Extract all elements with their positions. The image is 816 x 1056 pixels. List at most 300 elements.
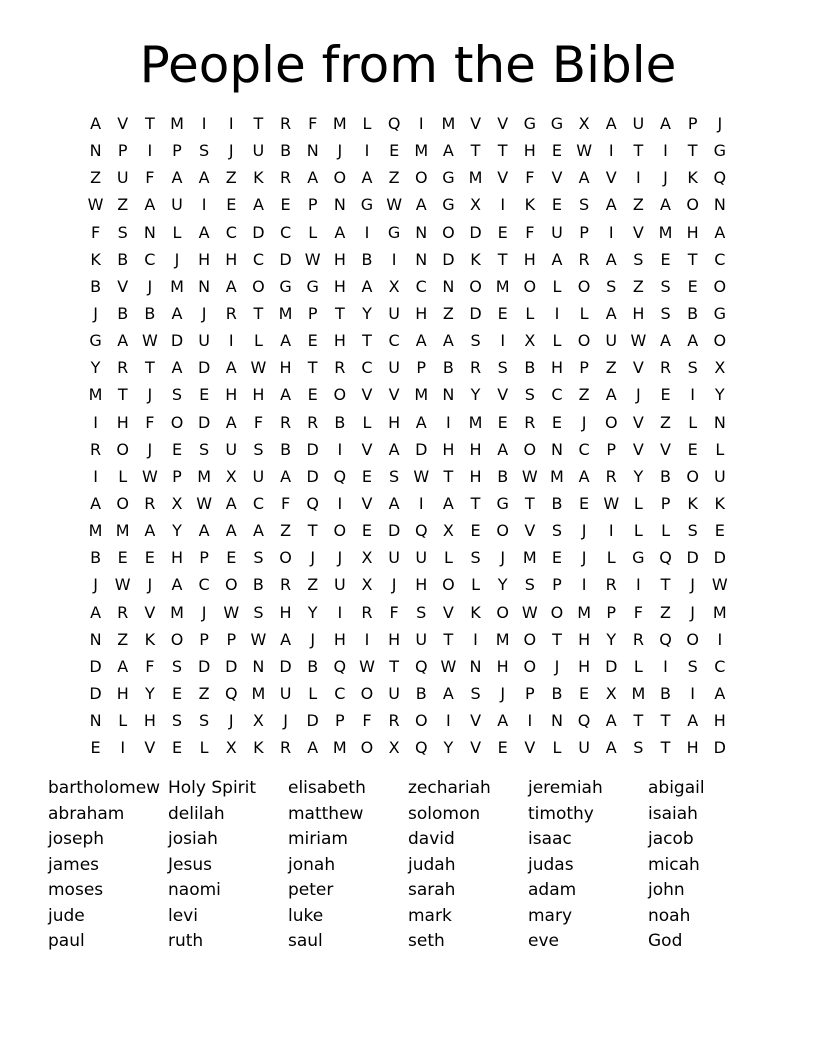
grid-letter: C — [578, 439, 590, 459]
grid-letter: I — [364, 629, 370, 649]
grid-letter: T — [144, 358, 155, 378]
grid-letter: O — [713, 276, 727, 296]
grid-letter: Z — [632, 195, 644, 215]
grid-letter: T — [443, 466, 454, 486]
grid-letter: J — [310, 548, 316, 568]
word-list-item: moses — [48, 880, 104, 900]
grid-letter: L — [172, 222, 182, 242]
grid-letter: N — [550, 439, 563, 459]
grid-letter: X — [578, 114, 590, 134]
grid-letter: E — [551, 141, 563, 161]
grid-letter: A — [388, 494, 400, 514]
grid-letter: H — [523, 249, 536, 269]
grid-letter: D — [469, 222, 482, 242]
grid-letter: C — [144, 249, 156, 269]
grid-letter: W — [304, 249, 321, 269]
grid-letter: V — [388, 385, 400, 405]
grid-letter: H — [388, 412, 401, 432]
grid-letter: O — [414, 168, 428, 188]
word-list-item: mary — [528, 905, 573, 926]
word-list-item: ruth — [168, 931, 204, 951]
grid-letter: S — [171, 385, 183, 405]
grid-letter: M — [495, 276, 510, 296]
grid-letter: U — [388, 304, 400, 324]
grid-letter: I — [500, 195, 506, 215]
grid-letter: T — [633, 141, 644, 161]
grid-letter: T — [307, 358, 318, 378]
grid-letter: O — [523, 656, 537, 676]
grid-letter: L — [579, 304, 589, 324]
grid-letter: I — [690, 385, 696, 405]
grid-letter: A — [171, 575, 183, 595]
grid-letter: L — [606, 548, 616, 568]
grid-letter: C — [252, 249, 264, 269]
grid-letter: E — [361, 521, 373, 541]
grid-letter: Y — [633, 466, 644, 486]
grid-letter: U — [333, 575, 346, 595]
grid-letter: H — [469, 466, 482, 486]
grid-letter: W — [630, 331, 647, 351]
grid-letter: I — [391, 249, 397, 269]
grid-letter: R — [90, 439, 102, 459]
grid-letter: Q — [224, 684, 238, 704]
grid-row — [82, 626, 734, 653]
grid-letter: A — [497, 439, 509, 459]
grid-letter: B — [280, 141, 292, 161]
grid-letter: O — [604, 412, 618, 432]
grid-letter: T — [552, 629, 562, 649]
grid-letter: I — [337, 494, 343, 514]
grid-letter: T — [687, 249, 698, 269]
grid-letter: H — [415, 304, 428, 324]
grid-letter: O — [523, 439, 537, 459]
word-list-item: miriam — [288, 829, 348, 849]
grid-letter: H — [388, 629, 401, 649]
grid-letter: D — [306, 711, 319, 731]
grid-letter: H — [686, 738, 699, 758]
grid-letter: V — [470, 711, 482, 731]
grid-letter: E — [361, 466, 373, 486]
grid-letter: N — [89, 629, 102, 649]
grid-letter: K — [687, 168, 698, 188]
word-list-item: mark — [408, 905, 452, 926]
grid-letter: Y — [714, 385, 725, 405]
grid-letter: S — [633, 249, 644, 269]
grid-letter: D — [415, 439, 428, 459]
grid-letter: A — [198, 222, 210, 242]
grid-letter: E — [551, 195, 563, 215]
grid-letter: D — [713, 738, 726, 758]
grid-letter: Z — [388, 168, 400, 188]
grid-letter: Q — [414, 738, 428, 758]
grid-letter: Q — [306, 494, 319, 514]
word-search-grid — [82, 110, 734, 761]
grid-letter: C — [198, 575, 210, 595]
grid-letter: I — [608, 521, 614, 541]
grid-letter: A — [415, 331, 427, 351]
grid-letter: G — [550, 114, 564, 134]
grid-letter: O — [252, 276, 265, 296]
grid-letter: P — [552, 575, 562, 595]
grid-letter: H — [143, 711, 156, 731]
grid-letter: X — [388, 276, 400, 296]
grid-letter: S — [470, 331, 481, 351]
grid-letter: J — [147, 575, 153, 595]
grid-letter: A — [361, 168, 373, 188]
grid-letter: T — [443, 629, 454, 649]
grid-letter: E — [579, 494, 590, 514]
grid-letter: Y — [497, 575, 508, 595]
grid-letter: D — [252, 222, 265, 242]
grid-letter: L — [661, 521, 670, 541]
grid-letter: A — [551, 249, 563, 269]
grid-letter: H — [333, 629, 346, 649]
grid-letter: K — [144, 629, 156, 649]
grid-letter: G — [360, 195, 374, 215]
grid-letter: G — [279, 276, 292, 296]
grid-letter: H — [225, 249, 238, 269]
grid-letter: U — [116, 168, 129, 188]
grid-letter: S — [470, 684, 481, 704]
grid-letter: C — [388, 331, 400, 351]
word-list-item: isaiah — [648, 803, 698, 824]
grid-letter: Q — [659, 629, 672, 649]
grid-letter: B — [334, 412, 346, 432]
word-list-item: jonah — [288, 854, 336, 875]
grid-letter: O — [577, 331, 591, 351]
grid-letter: L — [308, 684, 318, 704]
grid-letter: A — [687, 331, 699, 351]
grid-letter: L — [199, 738, 209, 758]
grid-letter: P — [199, 548, 209, 568]
grid-row — [82, 327, 734, 354]
word-list-item: josiah — [168, 829, 218, 849]
grid-letter: M — [170, 276, 184, 296]
grid-letter: R — [469, 358, 482, 378]
grid-letter: I — [201, 195, 207, 215]
grid-letter: U — [713, 466, 726, 486]
grid-letter: B — [660, 684, 672, 704]
grid-letter: B — [551, 684, 563, 704]
grid-letter: V — [470, 114, 482, 134]
grid-letter: M — [88, 521, 103, 541]
grid-letter: J — [500, 548, 506, 568]
grid-letter: S — [253, 439, 264, 459]
grid-letter: G — [496, 494, 509, 514]
grid-letter: V — [144, 738, 156, 758]
grid-letter: Z — [117, 195, 129, 215]
grid-letter: A — [442, 684, 454, 704]
grid-letter: T — [253, 114, 264, 134]
grid-letter: E — [714, 521, 725, 541]
grid-letter: H — [333, 331, 346, 351]
grid-letter: O — [496, 521, 509, 541]
grid-letter: S — [687, 521, 698, 541]
grid-letter: A — [144, 521, 156, 541]
word-list-item: jude — [48, 905, 85, 926]
grid-letter: J — [337, 548, 343, 568]
grid-letter: M — [414, 385, 429, 405]
grid-letter: N — [550, 711, 563, 731]
grid-letter: N — [713, 195, 726, 215]
grid-letter: L — [633, 521, 643, 541]
grid-letter: X — [361, 548, 373, 568]
grid-letter: B — [524, 358, 536, 378]
grid-letter: J — [93, 575, 98, 595]
word-list-item: timothy — [528, 803, 594, 824]
grid-letter: I — [717, 629, 723, 649]
grid-letter: H — [116, 684, 129, 704]
grid-letter: T — [117, 385, 128, 405]
grid-row — [82, 300, 734, 327]
word-list-item: eve — [528, 931, 559, 951]
grid-letter: R — [279, 575, 292, 595]
grid-letter: G — [442, 195, 455, 215]
grid-letter: K — [253, 738, 264, 758]
grid-letter: D — [170, 331, 184, 351]
grid-letter: D — [686, 548, 699, 568]
grid-letter: V — [144, 602, 156, 622]
word-list-item: judah — [408, 854, 456, 875]
grid-letter: D — [279, 249, 292, 269]
grid-letter: Y — [307, 602, 318, 622]
grid-letter: V — [117, 114, 129, 134]
grid-letter: Q — [659, 548, 672, 568]
grid-letter: Y — [144, 684, 155, 704]
grid-letter: H — [252, 385, 265, 405]
grid-row — [82, 653, 734, 680]
grid-letter: X — [470, 195, 482, 215]
grid-letter: P — [416, 358, 427, 378]
word-list-item: elisabeth — [288, 778, 366, 798]
grid-letter: E — [144, 548, 155, 568]
word-list-item: bartholomew — [48, 778, 161, 798]
grid-letter: I — [473, 629, 478, 649]
grid-letter: S — [579, 195, 590, 215]
grid-row — [82, 164, 734, 191]
grid-letter: M — [522, 548, 537, 568]
grid-letter: F — [389, 602, 399, 622]
grid-letter: O — [577, 276, 591, 296]
grid-letter: B — [280, 439, 292, 459]
grid-letter: B — [144, 304, 156, 324]
grid-letter: H — [198, 249, 211, 269]
grid-letter: V — [361, 494, 373, 514]
grid-letter: R — [388, 711, 400, 731]
grid-letter: M — [278, 304, 293, 324]
grid-letter: D — [89, 684, 102, 704]
grid-row — [82, 544, 734, 571]
grid-letter: O — [333, 385, 347, 405]
grid-letter: D — [197, 412, 211, 432]
grid-row — [82, 517, 734, 544]
grid-letter: G — [713, 304, 726, 324]
grid-letter: I — [581, 575, 587, 595]
grid-letter: N — [469, 656, 482, 676]
grid-letter: J — [147, 385, 153, 405]
grid-letter: F — [525, 168, 535, 188]
grid-letter: V — [497, 114, 509, 134]
grid-letter: F — [90, 222, 101, 242]
grid-letter: G — [306, 276, 319, 296]
grid-letter: I — [147, 141, 153, 161]
grid-letter: A — [171, 168, 183, 188]
grid-letter: X — [524, 331, 536, 351]
grid-letter: V — [524, 521, 536, 541]
grid-letter: H — [116, 412, 129, 432]
grid-letter: O — [170, 629, 184, 649]
grid-letter: U — [551, 222, 563, 242]
grid-letter: H — [279, 358, 292, 378]
grid-letter: J — [581, 412, 587, 432]
grid-letter: A — [605, 304, 617, 324]
grid-row — [82, 599, 734, 626]
grid-letter: A — [605, 385, 617, 405]
grid-row — [82, 680, 734, 707]
grid-letter: A — [605, 738, 617, 758]
grid-letter: O — [279, 548, 292, 568]
grid-letter: Y — [470, 385, 481, 405]
grid-letter: S — [551, 521, 563, 541]
grid-letter: I — [364, 222, 370, 242]
grid-letter: L — [525, 304, 535, 324]
word-list-item: naomi — [168, 880, 221, 900]
grid-letter: I — [636, 168, 641, 188]
grid-letter: D — [442, 249, 455, 269]
grid-letter: H — [442, 439, 455, 459]
grid-letter: A — [225, 412, 237, 432]
grid-letter: A — [334, 222, 346, 242]
grid-letter: F — [280, 494, 291, 514]
grid-letter: H — [686, 222, 699, 242]
grid-letter: O — [523, 276, 537, 296]
grid-letter: R — [279, 412, 292, 432]
grid-letter: Q — [577, 711, 591, 731]
grid-letter: T — [524, 494, 535, 514]
grid-letter: E — [660, 249, 671, 269]
grid-letter: W — [87, 195, 104, 215]
grid-letter: X — [714, 358, 726, 378]
grid-letter: V — [632, 412, 644, 432]
word-list-item: john — [648, 880, 685, 900]
grid-letter: I — [228, 331, 234, 351]
grid-letter: A — [687, 711, 699, 731]
grid-letter: P — [579, 222, 589, 242]
grid-letter: R — [524, 412, 536, 432]
grid-letter: D — [197, 656, 211, 676]
grid-letter: I — [636, 575, 641, 595]
grid-letter: I — [554, 304, 560, 324]
grid-letter: N — [713, 412, 726, 432]
grid-letter: K — [687, 494, 698, 514]
grid-letter: T — [334, 304, 345, 324]
grid-letter: A — [280, 331, 292, 351]
grid-letter: I — [93, 466, 98, 486]
grid-letter: M — [468, 412, 483, 432]
grid-letter: E — [579, 684, 590, 704]
grid-letter: A — [307, 738, 319, 758]
grid-letter: U — [171, 195, 183, 215]
word-list-item: levi — [168, 905, 198, 926]
grid-letter: M — [712, 602, 727, 622]
word-list-item: seth — [408, 931, 445, 951]
grid-letter: I — [201, 114, 207, 134]
grid-letter: S — [524, 575, 535, 595]
grid-letter: Z — [660, 412, 671, 432]
word-list-item: luke — [288, 905, 324, 926]
grid-letter: U — [279, 684, 292, 704]
grid-letter: S — [524, 385, 535, 405]
grid-letter: X — [605, 684, 617, 704]
grid-letter: A — [497, 711, 509, 731]
grid-letter: W — [141, 331, 158, 351]
grid-letter: C — [551, 385, 563, 405]
grid-letter: R — [279, 114, 292, 134]
grid-letter: J — [174, 249, 180, 269]
grid-letter: T — [660, 711, 671, 731]
grid-letter: M — [550, 466, 564, 486]
grid-letter: N — [198, 276, 211, 296]
grid-letter: O — [713, 331, 727, 351]
grid-letter: V — [361, 439, 373, 459]
grid-letter: I — [446, 412, 451, 432]
grid-letter: B — [90, 276, 102, 296]
grid-letter: T — [497, 249, 508, 269]
grid-letter: K — [470, 249, 481, 269]
grid-row — [82, 219, 734, 246]
grid-letter: O — [686, 195, 699, 215]
grid-letter: P — [226, 629, 237, 649]
grid-letter: O — [523, 629, 537, 649]
grid-letter: B — [497, 466, 509, 486]
grid-letter: R — [144, 494, 156, 514]
grid-letter: P — [687, 114, 698, 134]
grid-letter: A — [90, 494, 102, 514]
grid-letter: O — [333, 168, 347, 188]
grid-letter: P — [117, 141, 128, 161]
grid-letter: I — [663, 656, 668, 676]
grid-letter: Q — [414, 521, 428, 541]
grid-letter: C — [361, 358, 373, 378]
word-list-item: jacob — [648, 829, 694, 849]
grid-letter: I — [418, 114, 424, 134]
grid-letter: O — [686, 466, 699, 486]
grid-letter: X — [361, 575, 373, 595]
grid-row — [82, 571, 734, 598]
grid-letter: Q — [414, 656, 428, 676]
grid-letter: W — [521, 602, 538, 622]
grid-letter: I — [337, 602, 343, 622]
grid-letter: O — [496, 602, 509, 622]
grid-letter: J — [690, 602, 696, 622]
grid-letter: T — [687, 141, 698, 161]
grid-letter: L — [362, 114, 372, 134]
grid-letter: M — [170, 114, 184, 134]
grid-letter: S — [199, 141, 210, 161]
grid-letter: R — [307, 412, 319, 432]
grid-letter: T — [470, 141, 481, 161]
grid-letter: R — [605, 575, 617, 595]
grid-letter: U — [415, 629, 428, 649]
grid-letter: E — [226, 548, 237, 568]
word-list-item: peter — [288, 880, 334, 900]
grid-letter: L — [443, 548, 453, 568]
grid-letter: W — [196, 494, 213, 514]
grid-letter: A — [198, 521, 210, 541]
grid-letter: Z — [280, 521, 292, 541]
grid-row — [82, 354, 734, 381]
grid-letter: I — [663, 141, 668, 161]
